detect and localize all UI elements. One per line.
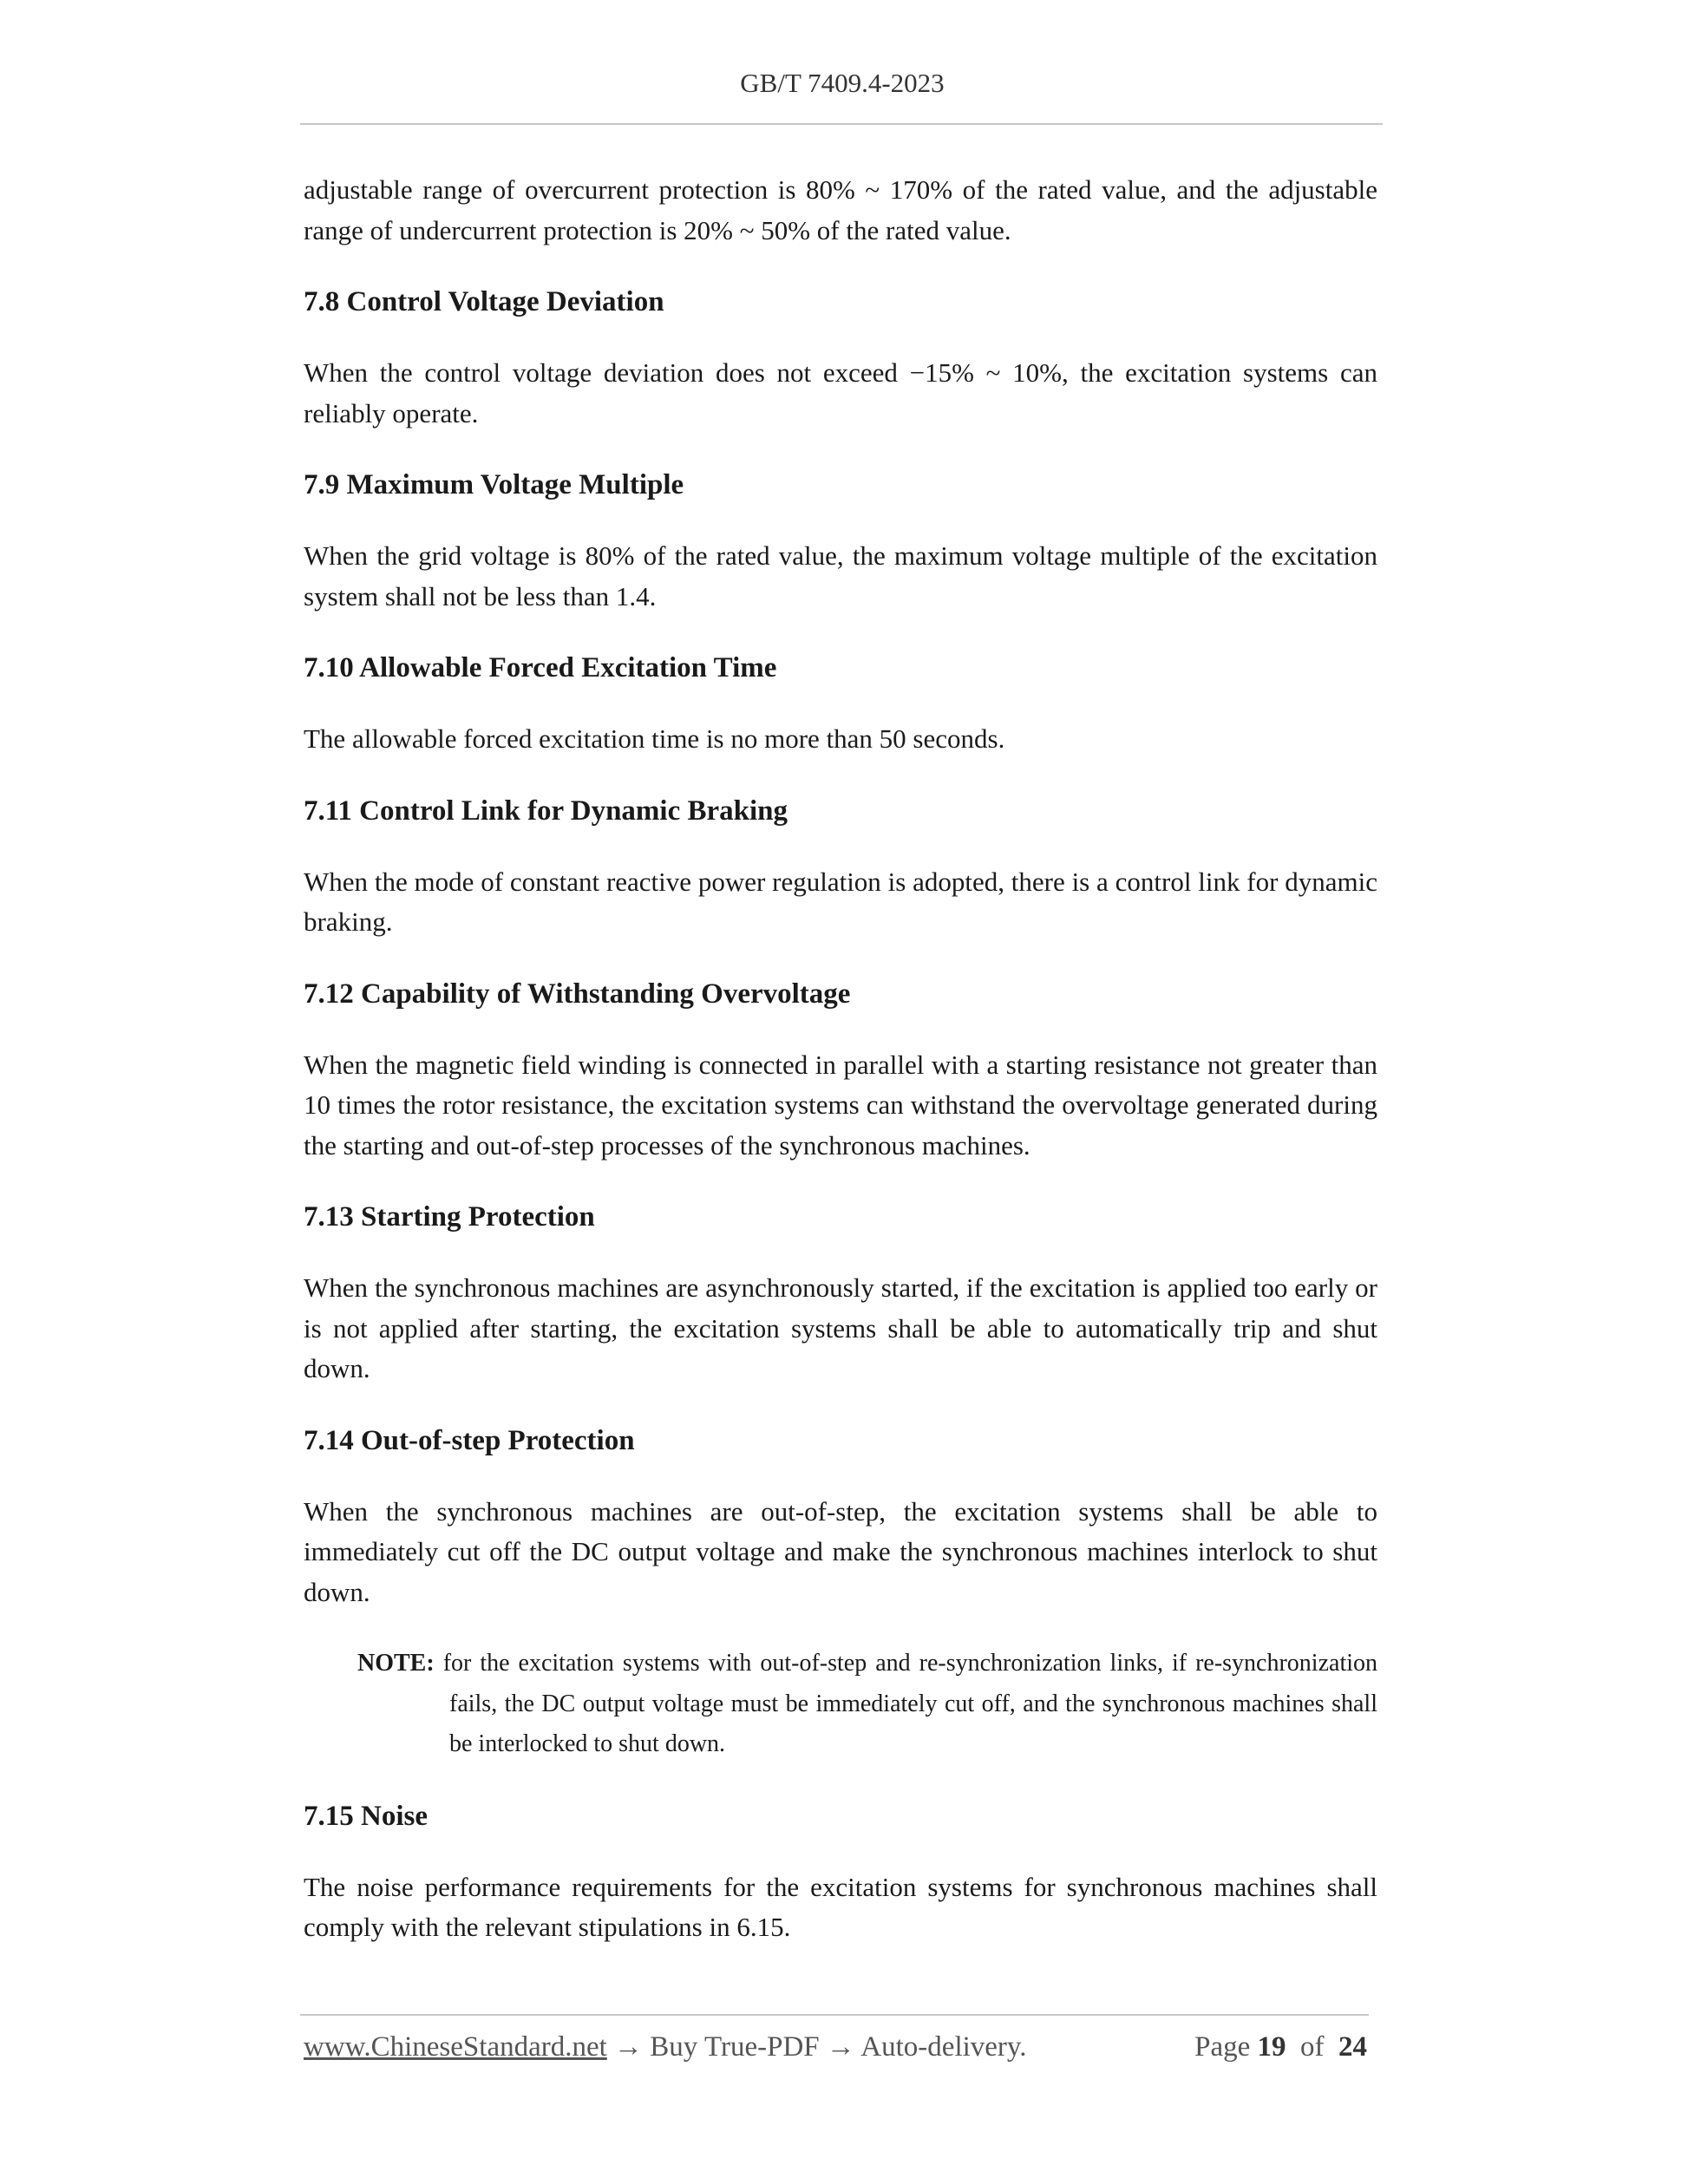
of-word: of [1300, 2031, 1325, 2063]
section-text-7-13: When the synchronous machines are asynchronously started, if the excitation is applied too early or is not applied after starting, the excitation systems shall be able to automatically trip and shut down. [304, 1272, 1377, 1383]
note-label: NOTE: [357, 1650, 435, 1677]
section-heading-7-10: 7.10 Allowable Forced Excitation Time [304, 652, 777, 683]
section-heading-7-15: 7.15 Noise [304, 1800, 428, 1832]
footer-promo [304, 2031, 1027, 2063]
section-heading-7-8: 7.8 Control Voltage Deviation [304, 286, 664, 317]
section-text-7-10: The allowable forced excitation time is no more than 50 seconds. [304, 723, 1005, 754]
note-text: for the excitation systems with out-of-step and re-synchronization links, if re-synchronization fails, the DC output voltage must be immediately cut off, and the synchronous machines shall be interlocked to shut down. [442, 1650, 1378, 1757]
page-indicator [1194, 2031, 1367, 2063]
section-heading-7-9: 7.9 Maximum Voltage Multiple [304, 469, 684, 500]
page-word: Page [1194, 2031, 1251, 2063]
page-current: 19 [1257, 2031, 1286, 2063]
header-divider [300, 123, 1383, 125]
intro-paragraph: adjustable range of overcurrent protection is 80% ~ 170% of the rated value, and the adjustable range of undercurrent protection is 20% ~ 50% of the rated value. [304, 174, 1377, 245]
section-heading-7-11: 7.11 Control Link for Dynamic Braking [304, 794, 788, 827]
document-code-header: GB/T 7409.4-2023 [740, 68, 945, 98]
section-heading-7-12: 7.12 Capability of Withstanding Overvoltage [304, 978, 851, 1010]
section-heading-7-14: 7.14 Out-of-step Protection [304, 1424, 635, 1456]
document-body [304, 170, 1377, 1948]
section-text-7-15: The noise performance requirements for the excitation systems for synchronous machines shall comply with the relevant stipulations in 6.15. [304, 1871, 1377, 1942]
section-text-7-12: When the magnetic field winding is connected in parallel with a starting resistance not greater than 10 times the rotor resistance, the excitation systems can withstand the overvoltage generated during the starting and out-of-step processes of the synchronous machines. [304, 1049, 1377, 1161]
section-text-7-9: When the grid voltage is 80% of the rated value, the maximum voltage multiple of the excitation system shall not be less than 1.4. [304, 540, 1377, 611]
footer-divider [300, 2014, 1369, 2016]
site-link[interactable]: www.ChineseStandard.net [304, 2031, 607, 2063]
section-text-7-14: When the synchronous machines are out-of-step, the excitation systems shall be able to immediately cut off the DC output voltage and make the synchronous machines interlock to shut down. [304, 1495, 1377, 1607]
note-block [357, 1644, 1377, 1765]
section-text-7-11: When the mode of constant reactive power regulation is adopted, there is a control link for dynamic braking. [304, 866, 1377, 937]
section-heading-7-13: 7.13 Starting Protection [304, 1201, 595, 1233]
promo-text: → Buy True-PDF → Auto-delivery. [606, 2031, 1027, 2063]
section-text-7-8: When the control voltage deviation does not exceed −15% ~ 10%, the excitation systems can reliably operate. [304, 357, 1377, 428]
page-total: 24 [1338, 2031, 1367, 2063]
